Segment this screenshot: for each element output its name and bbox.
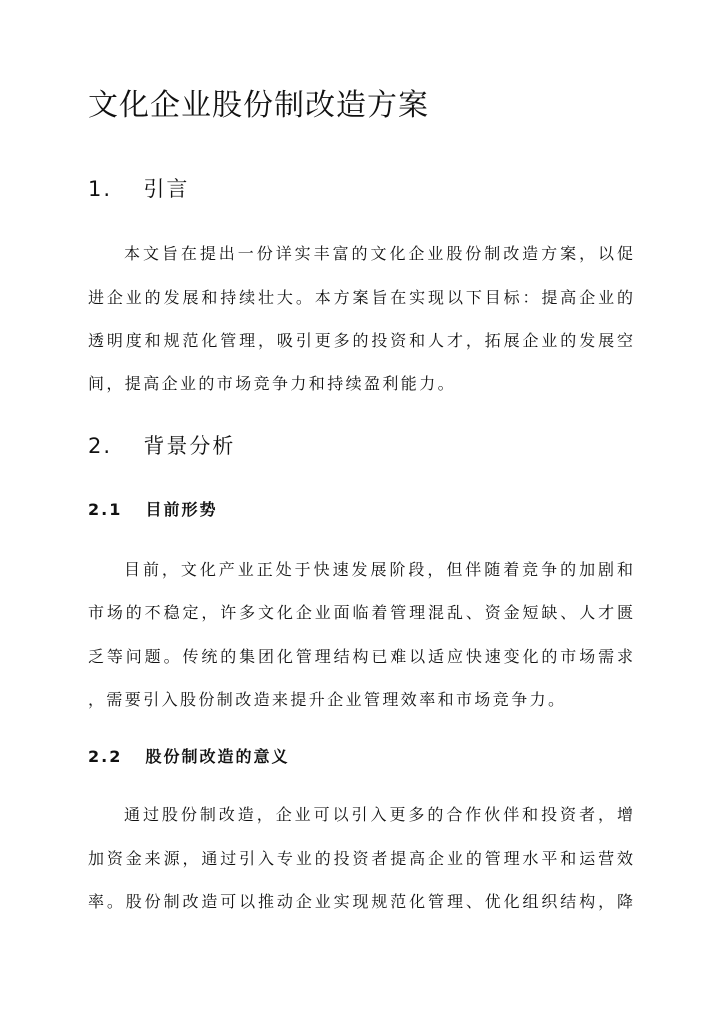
subsection-heading-significance <box>88 745 290 769</box>
section-title: 引言 <box>143 177 190 201</box>
paragraph-line: 透明度和规范化管理，吸引更多的投资和人才，拓展企业的发展空 <box>88 331 633 350</box>
paragraph-line: 进企业的发展和持续壮大。本方案旨在实现以下目标：提高企业的 <box>88 288 633 307</box>
paragraph-line: 间，提高企业的市场竞争力和持续盈利能力。 <box>88 374 457 393</box>
section-number: 2. <box>88 434 113 458</box>
document-title: 文化企业股份制改造方案 <box>88 88 429 123</box>
subsection-title: 目前形势 <box>145 500 218 519</box>
section-number: 1. <box>88 177 113 201</box>
section-heading-intro <box>88 174 189 204</box>
paragraph-line: 通过股份制改造，企业可以引入更多的合作伙伴和投资者，增 <box>124 805 633 824</box>
paragraph-line: 乏等问题。传统的集团化管理结构已难以适应快速变化的市场需求 <box>88 647 633 666</box>
section-title: 背景分析 <box>143 434 236 458</box>
paragraph-line: ，需要引入股份制改造来提升企业管理效率和市场竞争力。 <box>88 690 567 709</box>
section-heading-background <box>88 431 235 461</box>
paragraph-line: 率。股份制改造可以推动企业实现规范化管理、优化组织结构，降 <box>88 892 633 911</box>
subsection-heading-current-situation <box>88 498 218 522</box>
paragraph-line: 加资金来源，通过引入专业的投资者提高企业的管理水平和运营效 <box>88 849 633 868</box>
subsection-title: 股份制改造的意义 <box>145 747 290 766</box>
subsection-number: 2.1 <box>88 500 123 519</box>
subsection-number: 2.2 <box>88 747 123 766</box>
paragraph-line: 目前，文化产业正处于快速发展阶段，但伴随着竞争的加剧和 <box>124 560 633 579</box>
paragraph-line: 市场的不稳定，许多文化企业面临着管理混乱、资金短缺、人才匮 <box>88 603 633 622</box>
paragraph-line: 本文旨在提出一份详实丰富的文化企业股份制改造方案，以促 <box>124 244 633 263</box>
